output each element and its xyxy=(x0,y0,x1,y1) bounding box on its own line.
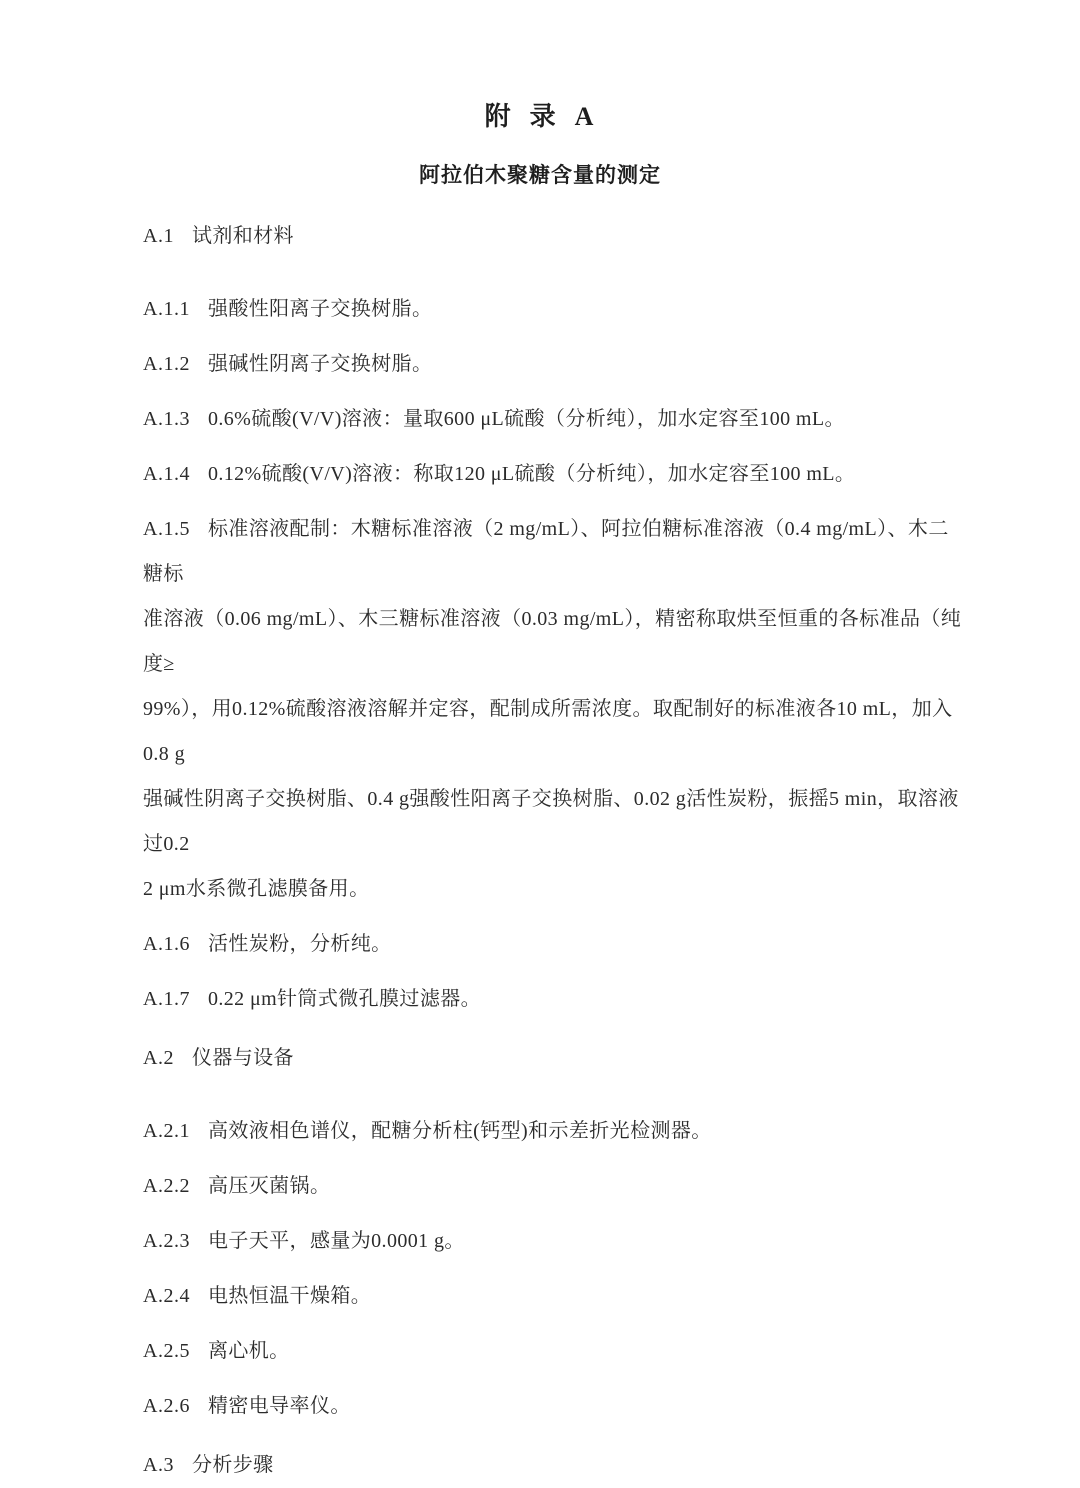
item-number: A.2.5 xyxy=(143,1340,190,1362)
section-number: A.2 xyxy=(143,1047,174,1069)
item-number: A.1.6 xyxy=(143,933,190,955)
list-item-a11 xyxy=(143,287,968,332)
list-item-a12 xyxy=(143,342,968,387)
item-number: A.1.4 xyxy=(143,463,190,485)
list-item-a16 xyxy=(143,922,968,967)
section-heading-a2 xyxy=(143,1036,968,1081)
item-number: A.1.2 xyxy=(143,353,190,375)
list-item-a17 xyxy=(143,977,968,1022)
list-item-a15-line-3: 99%），用0.12%硫酸溶液溶解并定容，配制成所需浓度。取配制好的标准液各10 mL，加入0.8 g xyxy=(143,698,953,765)
item-text: 强碱性阴离子交换树脂。 xyxy=(207,353,433,375)
item-number: A.2.4 xyxy=(143,1285,190,1307)
item-number: A.2.2 xyxy=(143,1175,190,1197)
section-heading-a1 xyxy=(143,214,968,259)
list-item-a15-line-1 xyxy=(143,507,968,597)
item-text: 高压灭菌锅。 xyxy=(207,1175,331,1197)
section-heading-a3 xyxy=(143,1443,968,1488)
list-item-a15-line-4: 强碱性阴离子交换树脂、0.4 g强酸性阳离子交换树脂、0.02 g活性炭粉，振摇5 min，取溶液过0.2 xyxy=(143,788,959,855)
item-number: A.1.1 xyxy=(143,298,190,320)
section-title: 分析步骤 xyxy=(191,1454,274,1476)
item-text: 标准溶液配制：木糖标准溶液（2 mg/mL）、阿拉伯糖标准溶液（0.4 mg/mL）、木二糖标 xyxy=(143,518,949,585)
list-item-a15-line-2: 准溶液（0.06 mg/mL）、木三糖标准溶液（0.03 mg/mL），精密称取烘至恒重的各标准品（纯度≥ xyxy=(143,608,962,675)
list-item-a23 xyxy=(143,1219,968,1264)
section-number: A.1 xyxy=(143,225,174,247)
list-item-a13 xyxy=(143,397,968,442)
appendix-title: 附 录 A xyxy=(484,102,596,131)
item-text: 电子天平，感量为0.0001 g。 xyxy=(207,1230,465,1252)
item-text: 0.22 μm针筒式微孔膜过滤器。 xyxy=(207,988,482,1010)
item-text: 强酸性阳离子交换树脂。 xyxy=(207,298,433,320)
item-text: 高效液相色谱仪，配糖分析柱(钙型)和示差折光检测器。 xyxy=(207,1120,712,1142)
list-item-a24 xyxy=(143,1274,968,1319)
list-item-a15-line-5: 2 μm水系微孔滤膜备用。 xyxy=(143,878,370,900)
item-text: 0.12%硫酸(V/V)溶液：称取120 μL硫酸（分析纯），加水定容至100 mL。 xyxy=(207,463,856,485)
section-title: 仪器与设备 xyxy=(191,1047,294,1069)
list-item-a14 xyxy=(143,452,968,497)
item-text: 0.6%硫酸(V/V)溶液：量取600 μL硫酸（分析纯），加水定容至100 mL。 xyxy=(207,408,845,430)
list-item-a22 xyxy=(143,1164,968,1209)
item-number: A.1.3 xyxy=(143,408,190,430)
item-text: 离心机。 xyxy=(207,1340,290,1362)
section-number: A.3 xyxy=(143,1454,174,1476)
list-item-a21 xyxy=(143,1109,968,1154)
item-number: A.2.6 xyxy=(143,1395,190,1417)
item-text: 活性炭粉，分析纯。 xyxy=(207,933,392,955)
list-item-a26 xyxy=(143,1384,968,1429)
item-number: A.2.3 xyxy=(143,1230,190,1252)
item-text: 电热恒温干燥箱。 xyxy=(207,1285,372,1307)
section-title: 试剂和材料 xyxy=(191,225,294,247)
item-text: 精密电导率仪。 xyxy=(207,1395,351,1417)
item-number: A.2.1 xyxy=(143,1120,190,1142)
item-number: A.1.7 xyxy=(143,988,190,1010)
appendix-subtitle: 阿拉伯木聚糖含量的测定 xyxy=(419,163,661,187)
item-number: A.1.5 xyxy=(143,518,190,540)
